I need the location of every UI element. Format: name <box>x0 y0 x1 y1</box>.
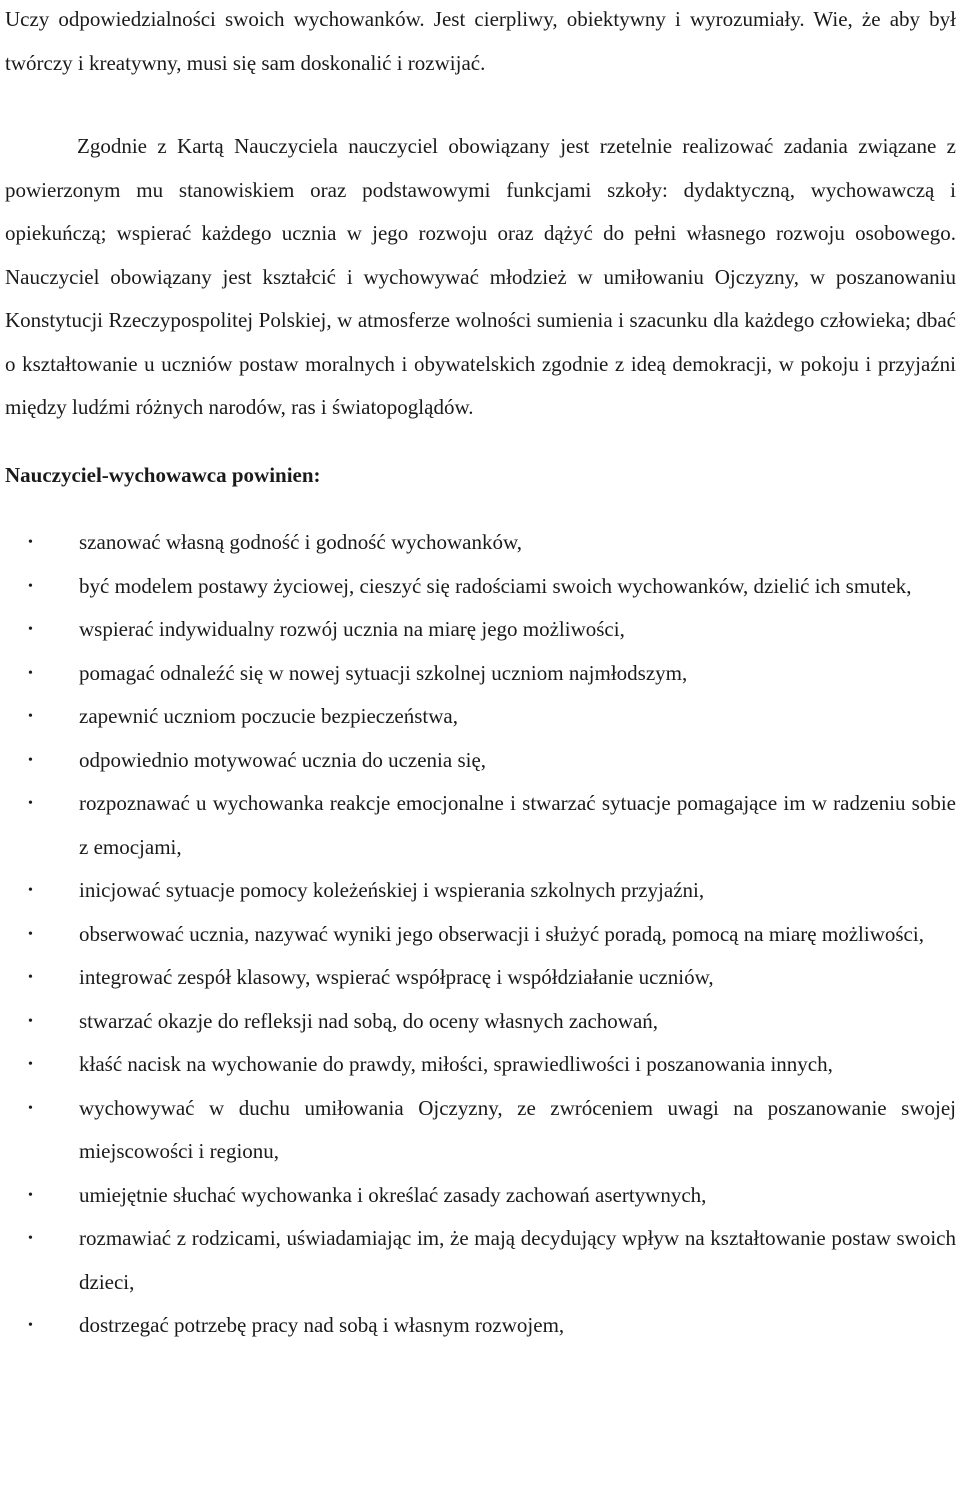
bullet-icon: • <box>28 926 33 942</box>
list-item-text: odpowiednio motywować ucznia do uczenia się, <box>79 747 487 772</box>
bullet-icon: • <box>28 1318 33 1333</box>
list-item <box>5 1043 956 1087</box>
list-item-text: wspierać indywidualny rozwój ucznia na miarę jego możliwości, <box>79 617 625 641</box>
list-item-text: zapewnić uczniom poczucie bezpieczeństwa, <box>79 704 458 728</box>
list-item <box>5 869 956 913</box>
bullet-icon: • <box>28 1100 33 1116</box>
bullet-icon: • <box>28 752 33 768</box>
karta-paragraph: Zgodnie z Kartą Nauczyciela nauczyciel obowiązany jest rzetelnie realizować zadania związane z powierzonym mu stanowiskiem oraz podstawowymi funkcjami szkoły: dydaktyczną, wychowawczą i opiekuńczą; wspierać każdego ucznia w jego rozwoju oraz dążyć do pełni własnego rozwoju osobowego. Nauczyciel obowiązany jest kształcić i wychowywać młodzież w umiłowaniu Ojczyzny, w poszanowaniu Konstytucji Rzeczypospolitej Polskiej, w atmosferze wolności sumienia i szacunku dla każdego człowieka; dbać o kształtowanie u uczniów postaw moralnych i obywatelskich zgodnie z ideą demokracji, w pokoju i przyjaźni między ludźmi różnych narodów, ras i światopoglądów. <box>5 134 956 419</box>
list-item-text: być modelem postawy życiowej, cieszyć się radościami swoich wychowanków, dzielić ich smutek, <box>79 573 912 598</box>
list-item-text: rozmawiać z rodzicami, uświadamiając im, że mają decydujący wpływ na kształtowanie postaw swoich dzieci, <box>79 1226 956 1294</box>
list-item-text: pomagać odnaleźć się w nowej sytuacji szkolnej uczniom najmłodszym, <box>79 660 688 685</box>
list-item-text: inicjować sytuacje pomocy koleżeńskiej i wspierania szkolnych przyjaźni, <box>79 878 705 902</box>
list-item-text: wychowywać w duchu umiłowania Ojczyzny, ze zwróceniem uwagi na poszanowanie swojej miejscowości i regionu, <box>79 1095 956 1163</box>
bullet-icon: • <box>28 883 33 898</box>
duties-list <box>5 521 956 1348</box>
list-item-text: szanować własną godność i godność wychowanków, <box>79 530 523 554</box>
bullet-icon: • <box>28 622 33 637</box>
list-item <box>5 521 956 565</box>
paragraph-spacer <box>5 85 956 125</box>
list-item-text: integrować zespół klasowy, wspierać współpracę i współdziałanie uczniów, <box>79 965 714 989</box>
intro-paragraph: Uczy odpowiedzialności swoich wychowanków. Jest cierpliwy, obiektywny i wyrozumiały. Wie, że aby był twórczy i kreatywny, musi się sam doskonalić i rozwijać. <box>5 7 956 75</box>
list-item <box>5 913 956 957</box>
list-item-text: obserwować ucznia, nazywać wyniki jego obserwacji i służyć poradą, pomocą na miarę możliwości, <box>79 921 924 946</box>
list-item <box>5 1304 956 1348</box>
list-item <box>5 652 956 696</box>
list-item <box>5 739 956 783</box>
bullet-icon: • <box>28 970 33 985</box>
list-item <box>5 608 956 652</box>
list-item-text: stwarzać okazje do refleksji nad sobą, do oceny własnych zachowań, <box>79 1008 659 1033</box>
list-item-text: rozpoznawać u wychowanka reakcje emocjonalne i stwarzać sytuacje pomagające im w radzeniu sobie z emocjami, <box>79 791 956 859</box>
bullet-icon: • <box>28 709 33 724</box>
list-item <box>5 565 956 609</box>
list-item-text: kłaść nacisk na wychowanie do prawdy, miłości, sprawiedliwości i poszanowania innych, <box>79 1052 833 1076</box>
section-heading: Nauczyciel-wychowawca powinien: <box>5 462 321 487</box>
bullet-icon: • <box>28 1187 33 1203</box>
list-item <box>5 1174 956 1218</box>
list-item <box>5 1000 956 1044</box>
list-item-text: umiejętnie słuchać wychowanka i określać zasady zachowań asertywnych, <box>79 1182 707 1207</box>
list-item <box>5 695 956 739</box>
list-item <box>5 782 956 869</box>
bullet-icon: • <box>28 1231 33 1246</box>
bullet-icon: • <box>28 578 33 594</box>
bullet-icon: • <box>28 535 33 550</box>
bullet-icon: • <box>28 1057 33 1072</box>
document-page <box>5 0 956 1348</box>
bullet-icon: • <box>28 1013 33 1029</box>
bullet-icon: • <box>28 796 33 811</box>
list-item <box>5 1217 956 1304</box>
list-item-text: dostrzegać potrzebę pracy nad sobą i własnym rozwojem, <box>79 1313 565 1337</box>
list-item <box>5 956 956 1000</box>
list-item <box>5 1087 956 1174</box>
bullet-icon: • <box>28 665 33 681</box>
